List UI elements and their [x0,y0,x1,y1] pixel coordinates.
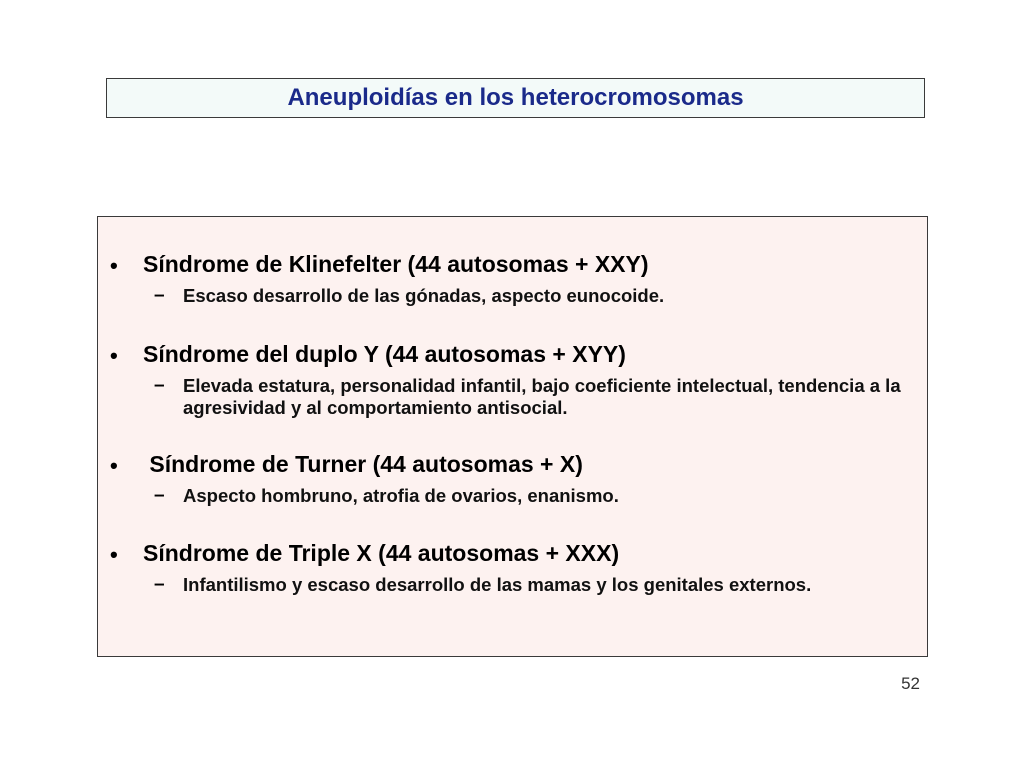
bullet-row [98,341,927,371]
item-heading: Síndrome de Klinefelter (44 autosomas + XXY) [143,251,649,277]
bullet-icon: • [110,453,118,478]
dash-icon: – [154,375,165,396]
page-number: 52 [901,674,920,693]
item-heading: Síndrome de Triple X (44 autosomas + XXX) [143,540,620,566]
bullet-row [98,251,927,281]
bullet-row [98,540,927,570]
item-detail: Escaso desarrollo de las gónadas, aspecto eunocoide. [183,285,665,306]
list-item-klinefelter [98,251,927,306]
slide-title: Aneuploidías en los heterocromosomas [287,84,744,111]
bullet-icon: • [110,542,118,567]
list-item-duplo-y [98,341,927,418]
item-detail: Elevada estatura, personalidad infantil, bajo coeficiente intelectual, tendencia a la agresividad y al comportamiento antisocial. [183,375,901,418]
list-item-triple-x [98,540,927,595]
item-heading: Síndrome del duplo Y (44 autosomas + XYY) [143,341,626,367]
content-box [97,216,928,657]
list-item-turner [98,451,927,506]
dash-icon: – [154,285,165,306]
item-detail: Aspecto hombruno, atrofia de ovarios, enanismo. [183,485,619,506]
bullet-icon: • [110,253,118,278]
dash-icon: – [154,574,165,595]
bullet-icon: • [110,343,118,368]
dash-icon: – [154,485,165,506]
bullet-row [98,451,927,481]
item-detail: Infantilismo y escaso desarrollo de las mamas y los genitales externos. [183,574,812,595]
title-box [106,78,925,118]
item-heading: Síndrome de Turner (44 autosomas + X) [143,451,583,477]
